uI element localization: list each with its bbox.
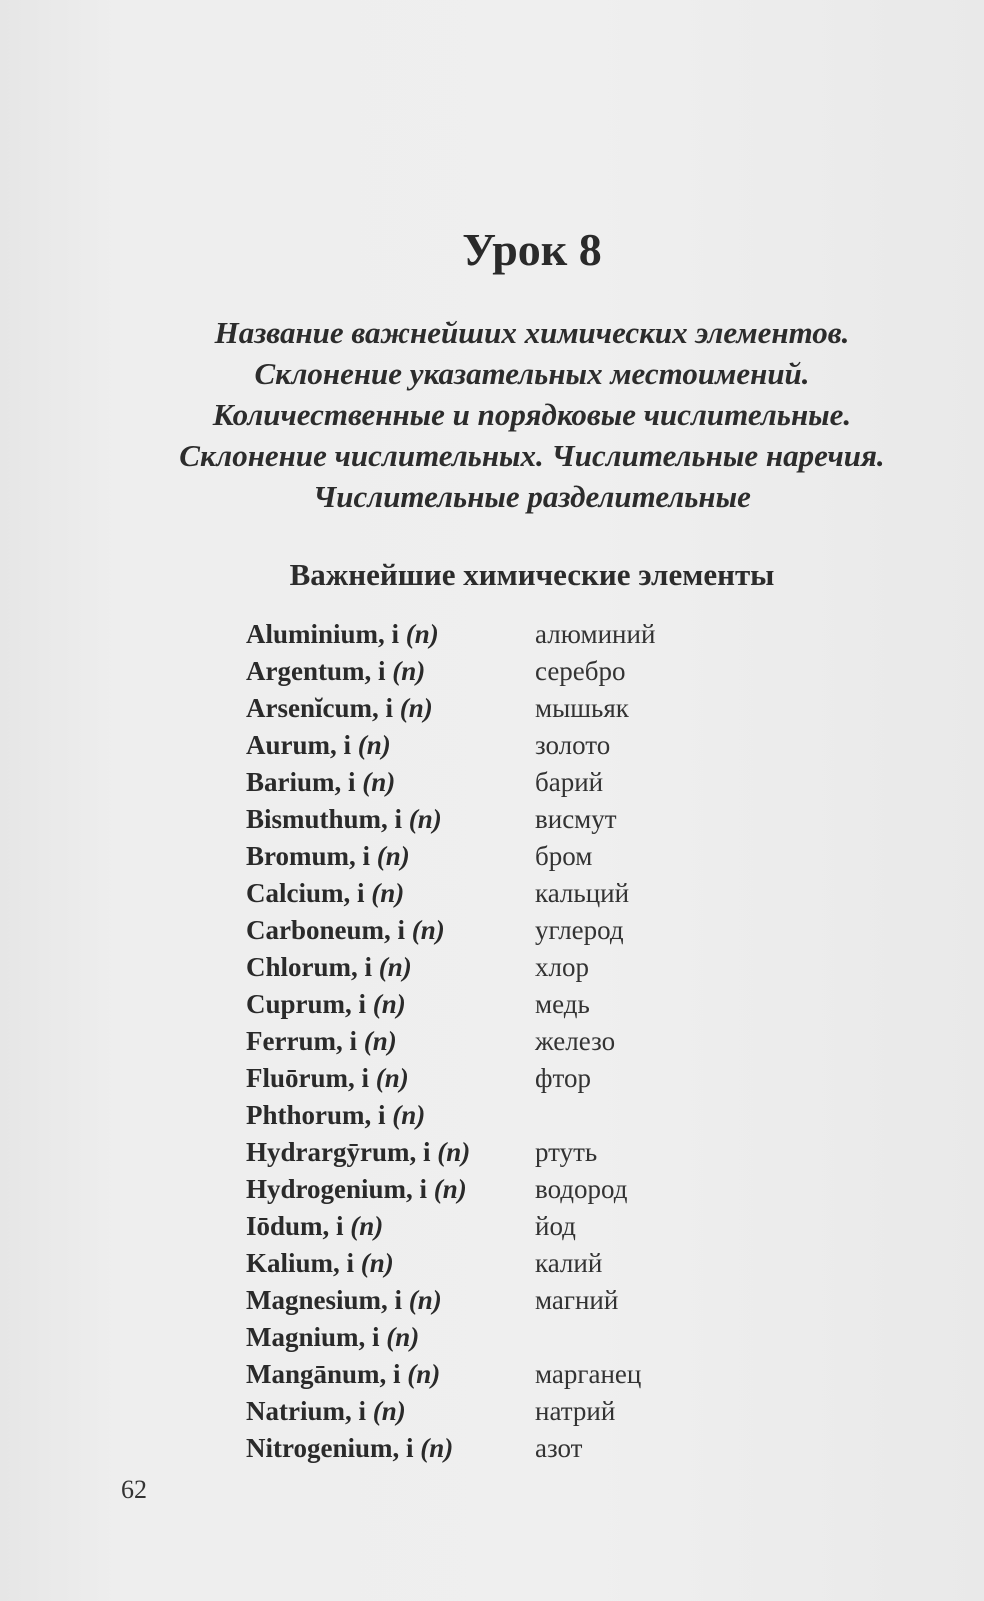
latin-term: Barium, i <box>246 767 356 797</box>
latin-term: Argentum, i <box>246 656 386 686</box>
subtitle-line: Числительные разделительные <box>313 479 751 514</box>
latin-term: Carboneum, i <box>246 915 406 945</box>
element-row <box>246 616 846 653</box>
element-row <box>246 912 846 949</box>
gender-mark: (n) <box>407 1359 441 1389</box>
gender-mark: (n) <box>411 915 445 945</box>
latin-name <box>246 1060 409 1097</box>
gender-mark: (n) <box>362 767 396 797</box>
gender-mark: (n) <box>399 693 433 723</box>
gender-mark: (n) <box>360 1248 394 1278</box>
gender-mark: (n) <box>375 1063 409 1093</box>
gender-mark: (n) <box>386 1322 420 1352</box>
element-row <box>246 986 846 1023</box>
russian-translation: бром <box>535 841 593 871</box>
element-row <box>246 690 846 727</box>
russian-translation: ртуть <box>535 1137 598 1167</box>
russian-translation: азот <box>535 1433 583 1463</box>
gender-mark: (n) <box>392 1100 426 1130</box>
element-row <box>246 801 846 838</box>
latin-term: Hydrogenium, i <box>246 1174 428 1204</box>
latin-term: Bromum, i <box>246 841 371 871</box>
element-row <box>246 1282 846 1319</box>
latin-name <box>246 986 406 1023</box>
gender-mark: (n) <box>437 1137 471 1167</box>
latin-name <box>246 1208 383 1245</box>
latin-name <box>246 764 395 801</box>
latin-term: Ferrum, i <box>246 1026 357 1056</box>
russian-translation: йод <box>535 1211 576 1241</box>
element-row <box>246 1393 846 1430</box>
latin-name <box>246 801 442 838</box>
latin-term: Arsenĭcum, i <box>246 693 393 723</box>
gender-mark: (n) <box>378 952 412 982</box>
latin-term: Iōdum, i <box>246 1211 344 1241</box>
latin-term: Hydrargȳrum, i <box>246 1137 431 1167</box>
element-row <box>246 1208 846 1245</box>
russian-translation: мышьяк <box>535 693 629 723</box>
subtitle-line: Количественные и порядковые числительные. <box>212 397 852 432</box>
gender-mark: (n) <box>357 730 391 760</box>
latin-name <box>246 838 410 875</box>
latin-name <box>246 690 433 727</box>
element-row <box>246 1171 846 1208</box>
elements-list <box>246 616 846 1467</box>
subtitle-line: Склонение указательных местоимений. <box>254 356 810 391</box>
latin-name <box>246 912 445 949</box>
gender-mark: (n) <box>372 989 406 1019</box>
gender-mark: (n) <box>433 1174 467 1204</box>
gender-mark: (n) <box>392 656 426 686</box>
gender-mark: (n) <box>376 841 410 871</box>
latin-name <box>246 1319 419 1356</box>
latin-name <box>246 1097 425 1134</box>
latin-term: Cuprum, i <box>246 989 367 1019</box>
lesson-title: Урок 8 <box>462 224 602 275</box>
latin-name <box>246 1171 467 1208</box>
latin-name <box>246 1282 442 1319</box>
gender-mark: (n) <box>408 804 442 834</box>
element-row <box>246 1134 846 1171</box>
latin-name <box>246 875 404 912</box>
element-row <box>246 838 846 875</box>
russian-translation: железо <box>535 1026 616 1056</box>
latin-name <box>246 727 391 764</box>
latin-name <box>246 1134 470 1171</box>
element-row <box>246 727 846 764</box>
subtitle-line: Склонение числительных. Числительные наречия. <box>179 438 885 473</box>
element-row <box>246 1097 846 1134</box>
latin-term: Chlorum, i <box>246 952 373 982</box>
russian-translation: кальций <box>535 878 630 908</box>
russian-translation: магний <box>535 1285 619 1315</box>
russian-translation: алюминий <box>535 619 656 649</box>
latin-term: Mangānum, i <box>246 1359 401 1389</box>
element-row <box>246 1356 846 1393</box>
russian-translation: натрий <box>535 1396 616 1426</box>
latin-term: Natrium, i <box>246 1396 366 1426</box>
page-number: 62 <box>121 1475 147 1504</box>
latin-term: Phthorum, i <box>246 1100 386 1130</box>
russian-translation: марганец <box>535 1359 642 1389</box>
latin-name <box>246 1245 394 1282</box>
latin-name <box>246 1430 453 1467</box>
element-row <box>246 875 846 912</box>
russian-translation: висмут <box>535 804 617 834</box>
latin-term: Bismuthum, i <box>246 804 403 834</box>
russian-translation: водород <box>535 1174 628 1204</box>
gender-mark: (n) <box>420 1433 454 1463</box>
element-row <box>246 1023 846 1060</box>
gender-mark: (n) <box>372 1396 406 1426</box>
latin-term: Fluōrum, i <box>246 1063 370 1093</box>
russian-translation: барий <box>535 767 604 797</box>
element-row <box>246 1319 846 1356</box>
russian-translation: золото <box>535 730 611 760</box>
russian-translation: углерод <box>535 915 624 945</box>
section-title: Важнейшие химические элементы <box>289 557 775 592</box>
element-row <box>246 653 846 690</box>
latin-name <box>246 949 412 986</box>
latin-term: Magnesium, i <box>246 1285 403 1315</box>
latin-term: Calcium, i <box>246 878 365 908</box>
lesson-subtitle <box>0 312 984 517</box>
latin-term: Aurum, i <box>246 730 352 760</box>
element-row <box>246 949 846 986</box>
element-row <box>246 1245 846 1282</box>
latin-name <box>246 616 439 653</box>
latin-term: Kalium, i <box>246 1248 355 1278</box>
latin-name <box>246 1023 397 1060</box>
latin-name <box>246 653 425 690</box>
russian-translation: фтор <box>535 1063 591 1093</box>
gender-mark: (n) <box>363 1026 397 1056</box>
latin-term: Magnium, i <box>246 1322 380 1352</box>
russian-translation: калий <box>535 1248 603 1278</box>
latin-name <box>246 1393 406 1430</box>
gender-mark: (n) <box>371 878 405 908</box>
gender-mark: (n) <box>350 1211 384 1241</box>
latin-term: Nitrogenium, i <box>246 1433 414 1463</box>
element-row <box>246 764 846 801</box>
subtitle-line: Название важнейших химических элементов. <box>214 315 850 350</box>
latin-name <box>246 1356 440 1393</box>
russian-translation: серебро <box>535 656 626 686</box>
russian-translation: медь <box>535 989 590 1019</box>
russian-translation: хлор <box>535 952 589 982</box>
element-row <box>246 1430 846 1467</box>
gender-mark: (n) <box>405 619 439 649</box>
latin-term: Aluminium, i <box>246 619 400 649</box>
gender-mark: (n) <box>408 1285 442 1315</box>
element-row <box>246 1060 846 1097</box>
